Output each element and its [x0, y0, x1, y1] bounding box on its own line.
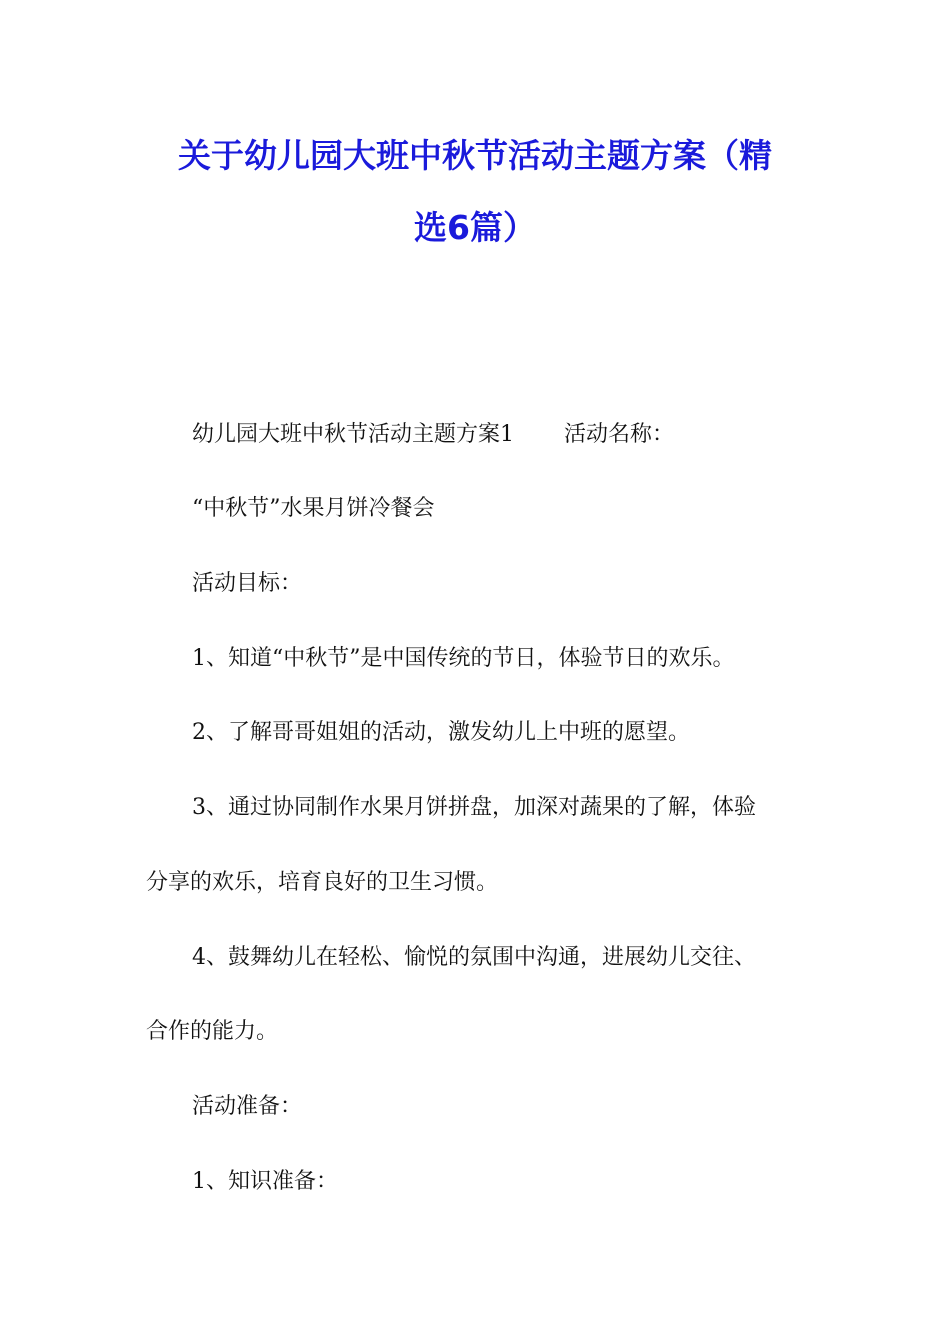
- document-title-line-1: 关于幼儿园大班中秋节活动主题方案（精: [178, 136, 772, 175]
- preparation-label: 活动准备：: [192, 1094, 303, 1119]
- preparation-item-1: 1、知识准备：: [192, 1169, 338, 1194]
- goal-2: 2、了解哥哥姐姐的活动，激发幼儿上中班的愿望。: [192, 720, 690, 745]
- goals-label: 活动目标：: [192, 571, 303, 596]
- section-heading: 幼儿园大班中秋节活动主题方案1: [192, 422, 514, 447]
- document-title-line-2: 选6篇）: [414, 208, 536, 247]
- activity-name: “中秋节”水果月饼冷餐会: [192, 496, 435, 521]
- goal-4-line-2: 合作的能力。: [146, 1019, 279, 1044]
- goal-4-line-1: 4、鼓舞幼儿在轻松、愉悦的氛围中沟通，进展幼儿交往、: [192, 945, 756, 970]
- section-heading-line: [192, 420, 674, 450]
- goal-3-line-2: 分享的欢乐，培育良好的卫生习惯。: [146, 870, 499, 895]
- goal-3-line-1: 3、通过协同制作水果月饼拼盘，加深对蔬果的了解，体验: [192, 795, 756, 820]
- activity-name-label: 活动名称：: [564, 422, 675, 447]
- goal-1: 1、知道“中秋节”是中国传统的节日，体验节日的欢乐。: [192, 646, 735, 671]
